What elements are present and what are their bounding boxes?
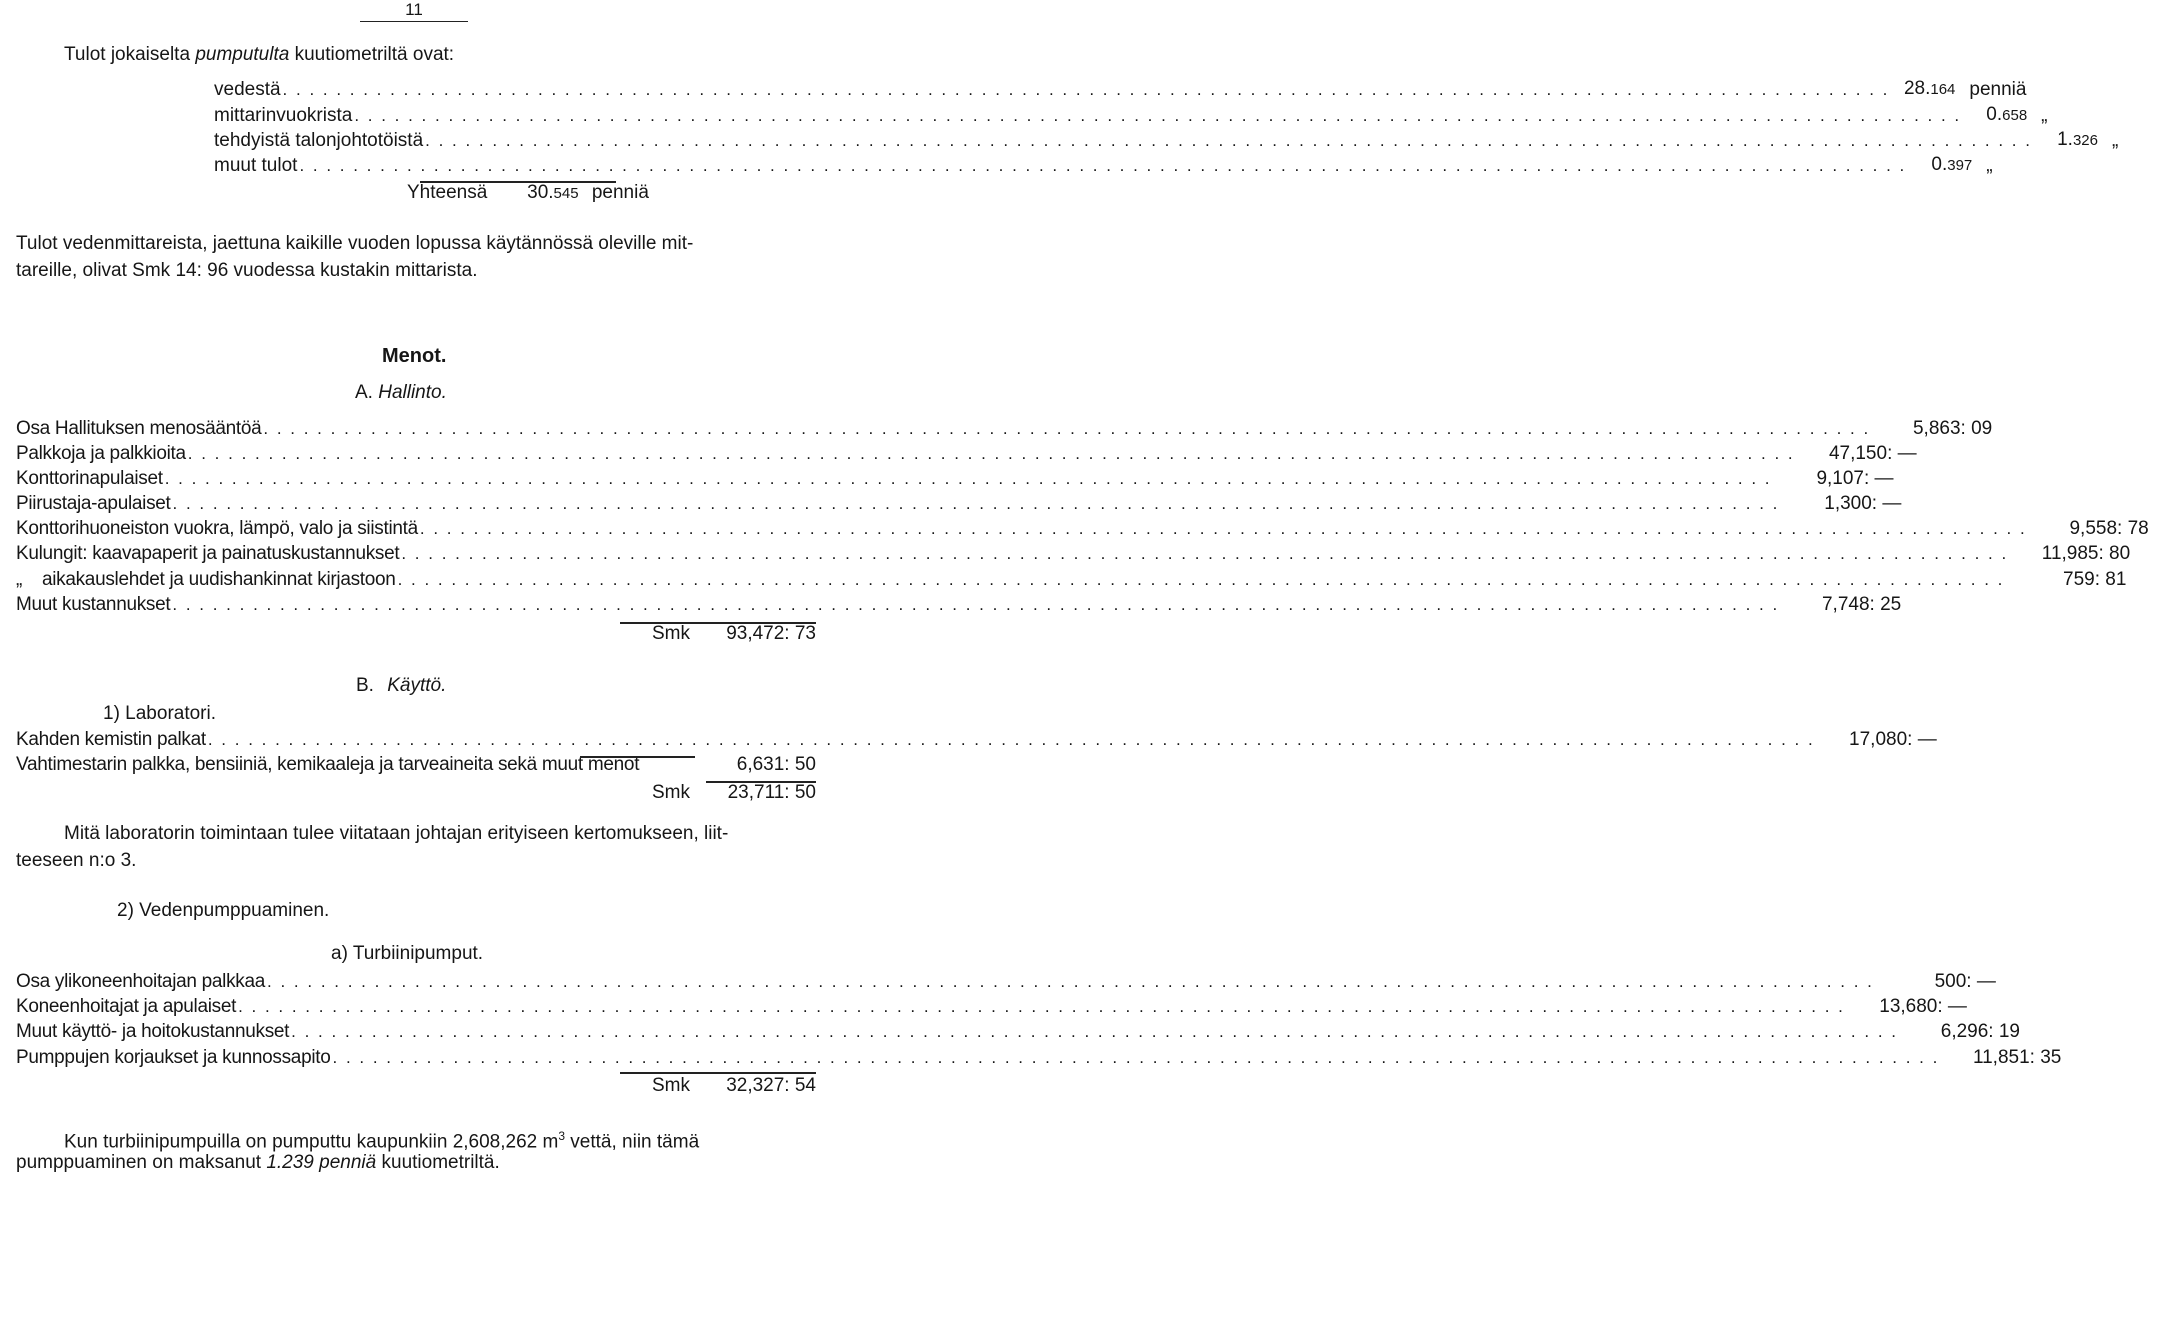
total-label: Yhteensä <box>407 182 488 203</box>
meter-paragraph-line1: Tulot vedenmittareista, jaettuna kaikille vuoden lopussa käytännössä oleville mit- <box>16 233 694 254</box>
admin-expense-amount: 9,107: — <box>1816 468 1894 489</box>
admin-expense-label: Piirustaja-apulaiset <box>16 493 171 514</box>
turbine-expense-amount: 13,680: — <box>1879 996 1967 1017</box>
water-income-value <box>1963 103 2027 128</box>
water-income-total <box>407 181 649 206</box>
lab-expense-row <box>16 728 1937 752</box>
lab-expense-row <box>16 753 816 777</box>
leader-dots: . . . . . . . . . . . . . . . . . . . . . . . . . . . . . . . . . . . . . . . . . . . . . . . . . . . . . . . . . . . . . . . . . . . . . . . . . . . . . . . . . . . . . . . . . . . . . . . . . . . . . . . . . . . . . . . . . . . . . . . . <box>419 519 2027 538</box>
intro-text: Tulot jokaiselta <box>64 44 196 65</box>
admin-expense-amount: 7,748: 25 <box>1821 594 1902 615</box>
turbine-note-b: vettä, niin tämä <box>565 1131 700 1153</box>
turbine-note-line1 <box>64 1124 816 1154</box>
admin-expense-label: Kulungit: kaavapaperit ja painatuskustannukset <box>16 543 400 564</box>
turbine-expense-label: Osa ylikoneenhoitajan palkkaa <box>16 971 266 992</box>
water-income-dec: 397 <box>1947 157 1973 174</box>
lab-total-amount: 23,711: 50 <box>727 782 816 803</box>
turbine-note2-italic: 1.239 penniä <box>266 1152 377 1173</box>
turbine-expense-amount: 11,851: 35 <box>1972 1047 2062 1068</box>
section-a-heading <box>355 381 447 405</box>
expenses-heading: Menot. <box>382 345 447 367</box>
water-income-value <box>1891 77 1955 102</box>
leader-dots: . . . . . . . . . . . . . . . . . . . . . . . . . . . . . . . . . . . . . . . . . . . . . . . . . . . . . . . . . . . . . . . . . . . . . . . . . . . . . . . . . . . . . . . . . . . . . . . . . . . . . . . . . . . . . . . . . . . . . . . . <box>172 494 1780 513</box>
total-value <box>493 181 579 206</box>
water-income-row <box>214 104 2048 128</box>
leader-dots: . . . . . . . . . . . . . . . . . . . . . . . . . . . . . . . . . . . . . . . . . . . . . . . . . . . . . . . . . . . . . . . . . . . . . . . . . . . . . . . . . . . . . . . . . . . . . . . . . . . . . . . . . . . . . . . . . . . . . . . . <box>299 156 1907 175</box>
turbine-total-currency: Smk <box>652 1075 690 1096</box>
admin-expense-amount: 9,558: 78 <box>2069 518 2149 539</box>
pumping-heading: 2) Vedenpumppuaminen. <box>117 900 330 921</box>
turbine-heading: a) Turbiinipumput. <box>331 943 484 964</box>
leader-dots: . . . . . . . . . . . . . . . . . . . . . . . . . . . . . . . . . . . . . . . . . . . . . . . . . . . . . . . . . . . . . . . . . . . . . . . . . . . . . . . . . . . . . . . . . . . . . . . . . . . . . . . . . . . . . . . . . . . . . . . . <box>263 419 1871 438</box>
water-income-dec: 164 <box>1930 81 1956 98</box>
leader-dots: . . . . . . . . . . . . . . . . . . . . . . . . . . . . . . . . . . . . . . . . . . . . . . . . . . . . . . . . . . . . . . . . . . . . . . . . . . . . . . . . . . . . . . . . . . . . . . . . . . . . . . . . . . . . . . . . . . . . . . . . <box>354 106 1962 125</box>
lab-note-line2: teeseen n:o 3. <box>16 850 137 871</box>
admin-expense-row <box>16 417 1993 441</box>
water-income-unit: penniä <box>1969 79 2027 100</box>
water-income-dec: 326 <box>2072 132 2098 149</box>
page-number-rule <box>360 21 468 22</box>
water-income-intro <box>64 43 454 67</box>
admin-expense-label: Konttorinapulaiset <box>16 468 163 489</box>
admin-expense-row <box>16 593 1902 617</box>
intro-italic: pumputulta <box>195 44 290 65</box>
leader-dots: . . . . . . . . . . . . . . . . . . . . . . . . . . . . . . . . . . . . . . . . . . . . . . . . . . . . . . . . . . . . . . . . . . . . . . . . . . . . . . . . . . . . . . . . . . . . . . . . . . . . . . . . . . . . . . . . . . . . . . . . <box>207 730 1815 749</box>
lab-heading: 1) Laboratori. <box>103 703 217 724</box>
water-income-whole: 28. <box>1903 78 1931 99</box>
water-income-row <box>214 129 2119 153</box>
turbine-expense-row <box>16 1046 2062 1070</box>
turbine-note-main <box>64 1124 699 1154</box>
section-b-heading <box>356 674 446 698</box>
leader-dots: . . . . . . . . . . . . . . . . . . . . . . . . . . . . . . . . . . . . . . . . . . . . . . . . . . . . . . . . . . . . . . . . . . . . . . . . . . . . . . . . . . . . . . . . . . . . . . . . . . . . . . . . . . . . . . . . . . . . . . . . <box>282 80 1890 99</box>
admin-expense-row <box>16 542 2131 566</box>
meter-paragraph-line2: tareille, olivat Smk 14: 96 vuodessa kustakin mittarista. <box>16 260 478 281</box>
turbine-total-amount: 32,327: 54 <box>726 1075 816 1096</box>
leader-dots: . . . . . . . . . . . . . . . . . . . . . . . . . . . . . . . . . . . . . . . . . . . . . . . . . . . . . . . . . . . . . . . . . . . . . . . . . . . . . . . . . . . . . . . . . . . . . . . . . . . . . . . . . . . . . . . . . . . . . . . . <box>291 1022 1898 1041</box>
turbine-expense-label: Koneenhoitajat ja apulaiset <box>16 996 237 1017</box>
section-b-title: Käyttö. <box>387 675 447 696</box>
water-income-unit: „ <box>1986 155 1993 176</box>
lab-expense-label: Vahtimestarin palkka, bensiiniä, kemikaaleja ja tarveaineita sekä muut menot <box>16 754 640 775</box>
total-dec: 545 <box>553 185 579 202</box>
admin-expense-label: Muut kustannukset <box>16 594 171 615</box>
turbine-note-line2 <box>16 1151 500 1175</box>
water-income-row <box>214 78 2027 102</box>
water-income-label: tehdyistä talonjohtotöistä <box>214 130 424 151</box>
leader-dots: . . . . . . . . . . . . . . . . . . . . . . . . . . . . . . . . . . . . . . . . . . . . . . . . . . . . . . . . . . . . . . . . . . . . . . . . . . . . . . . . . . . . . . . . . . . . . . . . . . . . . . . . . . . . . . . . . . . . . . . . <box>164 469 1772 488</box>
water-income-value <box>2034 128 2098 153</box>
leader-dots: . . . . . . . . . . . . . . . . . . . . . . . . . . . . . . . . . . . . . . . . . . . . . . . . . . . . . . . . . . . . . . . . . . . . . . . . . . . . . . . . . . . . . . . . . . . . . . . . . . . . . . . . . . . . . . . . . . . . . . . . <box>397 570 2005 589</box>
admin-expense-label: Palkkoja ja palkkioita <box>16 443 186 464</box>
admin-total-amount: 93,472: 73 <box>726 623 816 644</box>
admin-expense-label: „ aikakauslehdet ja uudishankinnat kirjastoon <box>16 569 396 590</box>
turbine-note-sup: 3 <box>558 1129 566 1143</box>
lab-total-currency: Smk <box>652 782 690 803</box>
water-income-value <box>1908 153 1972 178</box>
water-income-whole: 0. <box>1986 104 2003 125</box>
turbine-expense-row <box>16 970 1996 994</box>
admin-expense-row <box>16 568 2127 592</box>
lab-expense-label: Kahden kemistin palkat <box>16 729 206 750</box>
admin-expense-amount: 11,985: 80 <box>2041 543 2131 564</box>
total-unit: penniä <box>591 182 649 203</box>
admin-expense-amount: 47,150: — <box>1828 443 1917 464</box>
turbine-expense-row <box>16 1020 2020 1044</box>
turbine-expense-amount: 500: — <box>1934 971 1996 992</box>
admin-expense-row <box>16 492 1902 516</box>
lab-note-line1: Mitä laboratorin toimintaan tulee viitataan johtajan erityiseen kertomukseen, liit- <box>64 823 729 844</box>
leader-dots: . . . . . . . . . . . . . . . . . . . . . . . . . . . . . . . . . . . . . . . . . . . . . . . . . . . . . . . . . . . . . . . . . . . . . . . . . . . . . . . . . . . . . . . . . . . . . . . . . . . . . . . . . . . . . . . . . . . . . . . . <box>401 544 2009 563</box>
leader-dots: . . . . . . . . . . . . . . . . . . . . . . . . . . . . . . . . . . . . . . . . . . . . . . . . . . . . . . . . . . . . . . . . . . . . . . . . . . . . . . . . . . . . . . . . . . . . . . . . . . . . . . . . . . . . . . . . . . . . . . . . <box>238 997 1845 1016</box>
water-income-whole: 0. <box>1931 154 1948 175</box>
admin-expense-row <box>16 442 1917 466</box>
water-income-label: vedestä <box>214 79 281 100</box>
lab-underline-menot <box>580 756 695 758</box>
leader-dots: . . . . . . . . . . . . . . . . . . . . . . . . . . . . . . . . . . . . . . . . . . . . . . . . . . . . . . . . . . . . . . . . . . . . . . . . . . . . . . . . . . . . . . . . . . . . . . . . . . . . . . . . . . . . . . . . . . . . . . . . <box>172 595 1780 614</box>
water-income-unit: „ <box>2111 130 2119 151</box>
admin-expense-row <box>16 467 1894 491</box>
turbine-expense-amount: 6,296: 19 <box>1940 1021 2020 1042</box>
admin-expense-label: Osa Hallituksen menosääntöä <box>16 418 262 439</box>
turbine-expense-label: Muut käyttö- ja hoitokustannukset <box>16 1021 290 1042</box>
section-a-title: Hallinto. <box>378 382 447 403</box>
turbine-expense-row <box>16 995 1967 1019</box>
water-income-row <box>214 154 1993 178</box>
lab-expense-amount: 6,631: 50 <box>736 754 816 775</box>
admin-total-currency: Smk <box>652 623 690 644</box>
admin-expense-label: Konttorihuoneiston vuokra, lämpö, valo ja siistintä <box>16 518 418 539</box>
water-income-label: muut tulot <box>214 155 298 176</box>
leader-dots: . . . . . . . . . . . . . . . . . . . . . . . . . . . . . . . . . . . . . . . . . . . . . . . . . . . . . . . . . . . . . . . . . . . . . . . . . . . . . . . . . . . . . . . . . . . . . . . . . . . . . . . . . . . . . . . . . . . . . . . . <box>187 444 1795 463</box>
water-income-unit: „ <box>2041 105 2048 126</box>
turbine-note2-b: kuutiometriltä. <box>376 1152 500 1173</box>
total-whole: 30. <box>527 182 554 203</box>
admin-expense-amount: 5,863: 09 <box>1912 418 1993 439</box>
admin-expense-row <box>16 517 2149 541</box>
leader-dots: . . . . . . . . . . . . . . . . . . . . . . . . . . . . . . . . . . . . . . . . . . . . . . . . . . . . . . . . . . . . . . . . . . . . . . . . . . . . . . . . . . . . . . . . . . . . . . . . . . . . . . . . . . . . . . . . . . . . . . . . <box>332 1048 1940 1067</box>
section-b-letter: B. <box>356 675 374 696</box>
intro-end: kuutiometriltä ovat: <box>289 44 455 65</box>
lab-expense-amount: 17,080: — <box>1849 729 1937 750</box>
page-number: 11 <box>405 0 423 19</box>
leader-dots: . . . . . . . . . . . . . . . . . . . . . . . . . . . . . . . . . . . . . . . . . . . . . . . . . . . . . . . . . . . . . . . . . . . . . . . . . . . . . . . . . . . . . . . . . . . . . . . . . . . . . . . . . . . . . . . . . . . . . . . . <box>425 131 2032 150</box>
water-income-label: mittarinvuokrista <box>214 105 353 126</box>
water-income-dec: 658 <box>2002 107 2028 124</box>
admin-expense-amount: 1,300: — <box>1824 493 1902 514</box>
turbine-expense-label: Pumppujen korjaukset ja kunnossapito <box>16 1047 331 1068</box>
admin-expense-amount: 759: 81 <box>2063 569 2127 590</box>
water-income-whole: 1. <box>2057 129 2073 150</box>
section-a-letter: A. <box>355 382 373 403</box>
leader-dots: . . . . . . . . . . . . . . . . . . . . . . . . . . . . . . . . . . . . . . . . . . . . . . . . . . . . . . . . . . . . . . . . . . . . . . . . . . . . . . . . . . . . . . . . . . . . . . . . . . . . . . . . . . . . . . . . . . . . . . . . <box>267 972 1874 991</box>
turbine-note-a: Kun turbiinipumpuilla on pumputtu kaupunkiin 2,608,262 m <box>64 1131 559 1153</box>
turbine-note2-a: pumppuaminen on maksanut <box>16 1152 267 1173</box>
